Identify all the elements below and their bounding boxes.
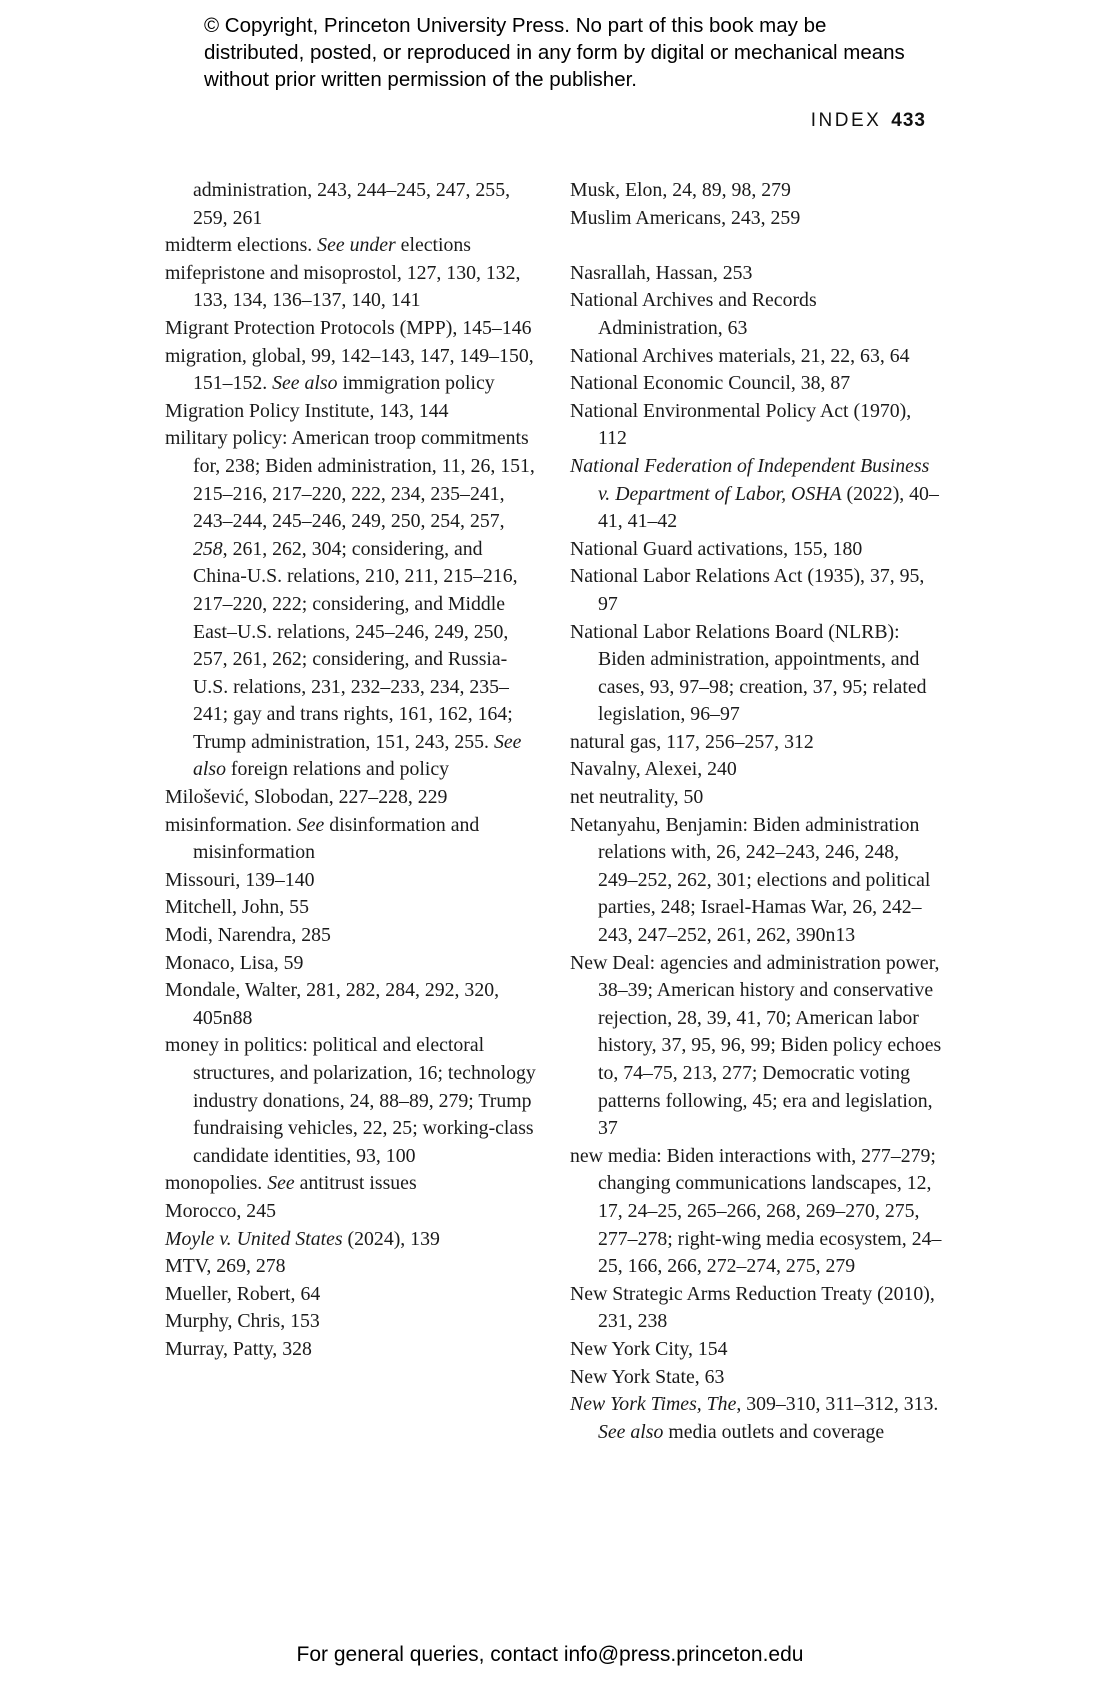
index-entry: New Deal: agencies and administration power, 38–39; American history and conservative rejection, 28, 39, 41, 70; American labor history, 37, 95, 96, 99; Biden policy echoes to, 74–75, 213, 277; Democratic voting patterns following, 45; era and legislation, 37 xyxy=(570,951,942,1140)
index-entry: misinformation. See disinformation and misinformation xyxy=(165,813,480,864)
index-entry: National Environmental Policy Act (1970), 112 xyxy=(570,399,912,450)
index-entry: administration, 243, 244–245, 247, 255, 259, 261 xyxy=(193,179,511,229)
index-entry: New York State, 63 xyxy=(570,1365,725,1388)
index-entry: Muslim Americans, 243, 259 xyxy=(570,206,801,229)
index-entry: Monaco, Lisa, 59 xyxy=(165,951,304,974)
index-entry: Murphy, Chris, 153 xyxy=(165,1310,320,1333)
index-entry: Murray, Patty, 328 xyxy=(165,1337,312,1360)
index-entry: Nasrallah, Hassan, 253 xyxy=(570,261,753,284)
index-entry: National Federation of Independent Business v. Department of Labor, OSHA (2022), 40–41, 41–42 xyxy=(570,454,939,533)
index-entry: Mueller, Robert, 64 xyxy=(165,1282,321,1305)
index-entry: military policy: American troop commitments for, 238; Biden administration, 11, 26, 151, 215–216, 217–220, 222, 234, 235–241, 243–244, 245–246, 249, 250, 254, 257, 258, 261, 262, 304; considering, and China-U.S. relations, 210, 211, 215–216, 217–220, 222; considering, and Middle East–U.S. relations, 245–246, 249, 250, 257, 261, 262; considering, and Russia-U.S. relations, 231, 232–233, 234, 235–241; gay and trans rights, 161, 162, 164; Trump administration, 151, 243, 255. See also foreign relations and policy xyxy=(165,427,535,781)
index-entry: Navalny, Alexei, 240 xyxy=(570,758,737,781)
index-entry: natural gas, 117, 256–257, 312 xyxy=(570,730,814,753)
running-head xyxy=(811,110,926,132)
index-entry: New York Times, The, 309–310, 311–312, 313. See also media outlets and coverage xyxy=(570,1393,939,1443)
index-column-left xyxy=(165,177,537,1364)
index-entry: Netanyahu, Benjamin: Biden administration relations with, 26, 242–243, 246, 248, 249–252, 262, 301; elections and political parties, 248; Israel-Hamas War, 26, 242–243, 247–252, 261, 262, 390n13 xyxy=(570,813,931,947)
index-column-right xyxy=(570,177,942,1446)
index-entry: midterm elections. See under elections xyxy=(165,234,471,257)
index-entry: Milošević, Slobodan, 227–228, 229 xyxy=(165,786,448,809)
index-entry: Morocco, 245 xyxy=(165,1199,276,1222)
footer-contact: For general queries, contact info@press.princeton.edu xyxy=(296,1643,804,1666)
index-entry: Migrant Protection Protocols (MPP), 145–146 xyxy=(165,316,532,339)
index-entry: monopolies. See antitrust issues xyxy=(165,1172,417,1195)
page-number: 433 xyxy=(891,110,926,131)
index-entry: National Guard activations, 155, 180 xyxy=(570,537,863,560)
index-entry: Modi, Narendra, 285 xyxy=(165,924,331,947)
index-entry: Mondale, Walter, 281, 282, 284, 292, 320, 405n88 xyxy=(165,979,500,1029)
index-entry: National Labor Relations Act (1935), 37, 95, 97 xyxy=(570,565,925,615)
index-entry: MTV, 269, 278 xyxy=(165,1255,286,1278)
index-entry: net neutrality, 50 xyxy=(570,786,704,809)
index-entry: new media: Biden interactions with, 277–279; changing communications landscapes, 12, 17, 24–25, 265–266, 268, 269–270, 275, 277–278; right-wing media ecosystem, 24–25, 166, 266, 272–274, 275, 279 xyxy=(570,1144,942,1278)
copyright-notice: © Copyright, Princeton University Press. No part of this book may be distributed, posted, or reproduced in any form by digital or mechanical means without prior written permission of the publisher. xyxy=(204,14,905,91)
index-entry: Mitchell, John, 55 xyxy=(165,896,309,919)
index-entry: money in politics: political and electoral structures, and polarization, 16; technology industry donations, 24, 88–89, 279; Trump fundraising vehicles, 22, 25; working-class candidate identities, 93, 100 xyxy=(165,1034,536,1167)
index-entry: mifepristone and misoprostol, 127, 130, 132, 133, 134, 136–137, 140, 141 xyxy=(165,261,521,312)
index-entry: Moyle v. United States (2024), 139 xyxy=(165,1227,440,1250)
running-head-label: INDEX xyxy=(810,110,882,131)
index-entry: Missouri, 139–140 xyxy=(165,868,315,891)
index-entry: National Archives materials, 21, 22, 63, 64 xyxy=(570,344,910,367)
index-entry: New York City, 154 xyxy=(570,1337,728,1360)
index-entry: Migration Policy Institute, 143, 144 xyxy=(165,399,449,422)
index-entry: National Economic Council, 38, 87 xyxy=(570,372,851,395)
index-entry: migration, global, 99, 142–143, 147, 149–150, 151–152. See also immigration policy xyxy=(165,344,534,395)
index-entry: National Archives and Records Administration, 63 xyxy=(570,289,817,339)
index-entry: National Labor Relations Board (NLRB): Biden administration, appointments, and cases, 93, 97–98; creation, 37, 95; related legislation, 96–97 xyxy=(570,620,927,726)
index-entry: New Strategic Arms Reduction Treaty (2010), 231, 238 xyxy=(570,1282,935,1333)
index-entry: Musk, Elon, 24, 89, 98, 279 xyxy=(570,179,791,201)
